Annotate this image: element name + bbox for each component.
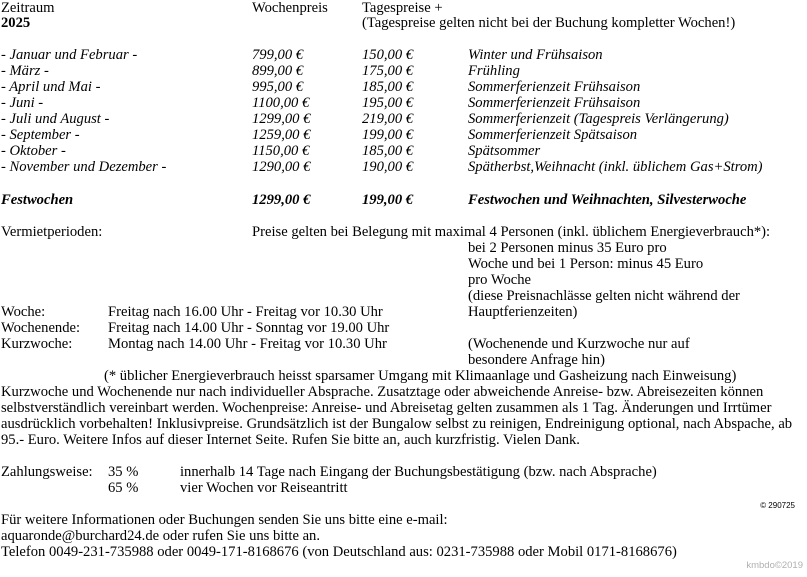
discount-line: bei 2 Personen minus 35 Euro pro bbox=[468, 240, 667, 256]
row-day-price: 175,00 € bbox=[362, 63, 414, 79]
row-period: - November und Dezember - bbox=[1, 159, 167, 175]
persons-note: Preise gelten bei Belegung mit maximal 4 Personen (inkl. üblichem Energieverbrauch*): bbox=[252, 224, 771, 240]
festival-week-price: 1299,00 € bbox=[252, 192, 311, 208]
row-week-price: 1259,00 € bbox=[252, 127, 311, 143]
row-season: Sommerferienzeit Spätsaison bbox=[468, 127, 638, 143]
header-day-note: (Tagespreise gelten nicht bei der Buchung kompletter Wochen!) bbox=[362, 15, 736, 31]
terms-line: selbstverständlich vereinbart werden. Wochenpreise: Anreise- und Abreisetag gelten zusammen als 1 Tag. Änderungen und Irrtümer bbox=[1, 400, 772, 416]
email-suffix: oder rufen Sie uns bitte an. bbox=[159, 528, 321, 544]
row-day-price: 150,00 € bbox=[362, 47, 414, 63]
terms-line: Kurzwoche und Wochenende nur nach individueller Absprache. Zusatztage oder abweichende Anreise- bzw. Abreisezeiten können bbox=[1, 384, 764, 400]
rental-label: Vermietperioden: bbox=[1, 224, 103, 240]
row-season: Spätsommer bbox=[468, 143, 541, 159]
period-text-weekend: Freitag nach 14.00 Uhr - Sonntag vor 19.00 Uhr bbox=[108, 320, 390, 336]
header-period: Zeitraum bbox=[1, 0, 55, 16]
discount-line: pro Woche bbox=[468, 272, 531, 288]
period-label-week: Woche: bbox=[1, 304, 46, 320]
payment-text: vier Wochen vor Reiseantritt bbox=[180, 480, 348, 496]
header-week-price: Wochenpreis bbox=[252, 0, 328, 16]
terms-line: 95.- Euro. Weitere Infos auf dieser Internet Seite. Rufen Sie bitte an, auch kurzfristig. Vielen Dank. bbox=[1, 432, 580, 448]
row-season: Spätherbst,Weihnacht (inkl. üblichem Gas+Strom) bbox=[468, 159, 763, 175]
row-period: - Januar und Februar - bbox=[1, 47, 138, 63]
row-week-price: 1150,00 € bbox=[252, 143, 310, 159]
row-period: - April und Mai - bbox=[1, 79, 101, 95]
row-season: Winter und Frühsaison bbox=[468, 47, 603, 63]
contact-phone: Telefon 0049-231-735988 oder 0049-171-8168676 (von Deutschland aus: 0231-735988 oder Mobil 0171-8168676) bbox=[1, 544, 677, 560]
row-week-price: 995,00 € bbox=[252, 79, 304, 95]
contact-intro: Für weitere Informationen oder Buchungen senden Sie uns bitte eine e-mail: bbox=[1, 512, 448, 528]
payment-percent: 65 % bbox=[108, 480, 139, 496]
row-period: - September - bbox=[1, 127, 80, 143]
row-week-price: 899,00 € bbox=[252, 63, 304, 79]
row-season: Sommerferienzeit Frühsaison bbox=[468, 79, 641, 95]
terms-line: ausdrücklich vorbehalten! Inklusivpreise. Grundsätzlich ist der Bungalow selbst zu reinigen, Endreinigung optional, nach Abspache, ab bbox=[1, 416, 793, 432]
row-day-price: 219,00 € bbox=[362, 111, 414, 127]
row-period: - Oktober - bbox=[1, 143, 66, 159]
period-text-week: Freitag nach 16.00 Uhr - Freitag vor 10.30 Uhr bbox=[108, 304, 383, 320]
row-period: - März - bbox=[1, 63, 49, 79]
period-label-short-week: Kurzwoche: bbox=[1, 336, 73, 352]
payment-label: Zahlungsweise: bbox=[1, 464, 93, 480]
row-day-price: 195,00 € bbox=[362, 95, 414, 111]
header-year: 2025 bbox=[1, 15, 31, 31]
discount-line: Woche und bei 1 Person: minus 45 Euro bbox=[468, 256, 704, 272]
festival-season: Festwochen und Weihnachten, Silvesterwoche bbox=[468, 192, 747, 208]
energy-note: (* üblicher Energieverbrauch heisst sparsamer Umgang mit Klimaanlage und Gasheizung nach Einweisung) bbox=[104, 368, 737, 384]
row-day-price: 199,00 € bbox=[362, 127, 414, 143]
row-week-price: 1290,00 € bbox=[252, 159, 311, 175]
version-stamp: © 290725 bbox=[760, 501, 795, 510]
payment-percent: 35 % bbox=[108, 464, 139, 480]
row-day-price: 190,00 € bbox=[362, 159, 414, 175]
row-season: Sommerferienzeit Frühsaison bbox=[468, 95, 641, 111]
row-week-price: 1299,00 € bbox=[252, 111, 311, 127]
email-link[interactable]: aquaronde@burchard24.de bbox=[1, 528, 160, 544]
watermark: kmbdo©2019 bbox=[746, 560, 803, 571]
row-day-price: 185,00 € bbox=[362, 143, 414, 159]
period-label-weekend: Wochenende: bbox=[1, 320, 81, 336]
row-period: - Juni - bbox=[1, 95, 44, 111]
short-week-note: (Wochenende und Kurzwoche nur auf bbox=[468, 336, 690, 352]
discount-line: Hauptferienzeiten) bbox=[468, 304, 578, 320]
row-day-price: 185,00 € bbox=[362, 79, 414, 95]
row-week-price: 1100,00 € bbox=[252, 95, 310, 111]
row-week-price: 799,00 € bbox=[252, 47, 304, 63]
discount-line: (diese Preisnachlässe gelten nicht während der bbox=[468, 288, 740, 304]
row-season: Sommerferienzeit (Tagespreis Verlängerung) bbox=[468, 111, 729, 127]
festival-period: Festwochen bbox=[1, 192, 74, 208]
period-text-short-week: Montag nach 14.00 Uhr - Freitag vor 10.30 Uhr bbox=[108, 336, 387, 352]
short-week-note: besondere Anfrage hin) bbox=[468, 352, 605, 368]
row-season: Frühling bbox=[468, 63, 520, 79]
festival-day-price: 199,00 € bbox=[362, 192, 414, 208]
row-period: - Juli und August - bbox=[1, 111, 110, 127]
header-day-price: Tagespreise + bbox=[362, 0, 443, 16]
contact-email-line bbox=[1, 528, 320, 544]
payment-text: innerhalb 14 Tage nach Eingang der Buchungsbestätigung (bzw. nach Absprache) bbox=[180, 464, 657, 480]
